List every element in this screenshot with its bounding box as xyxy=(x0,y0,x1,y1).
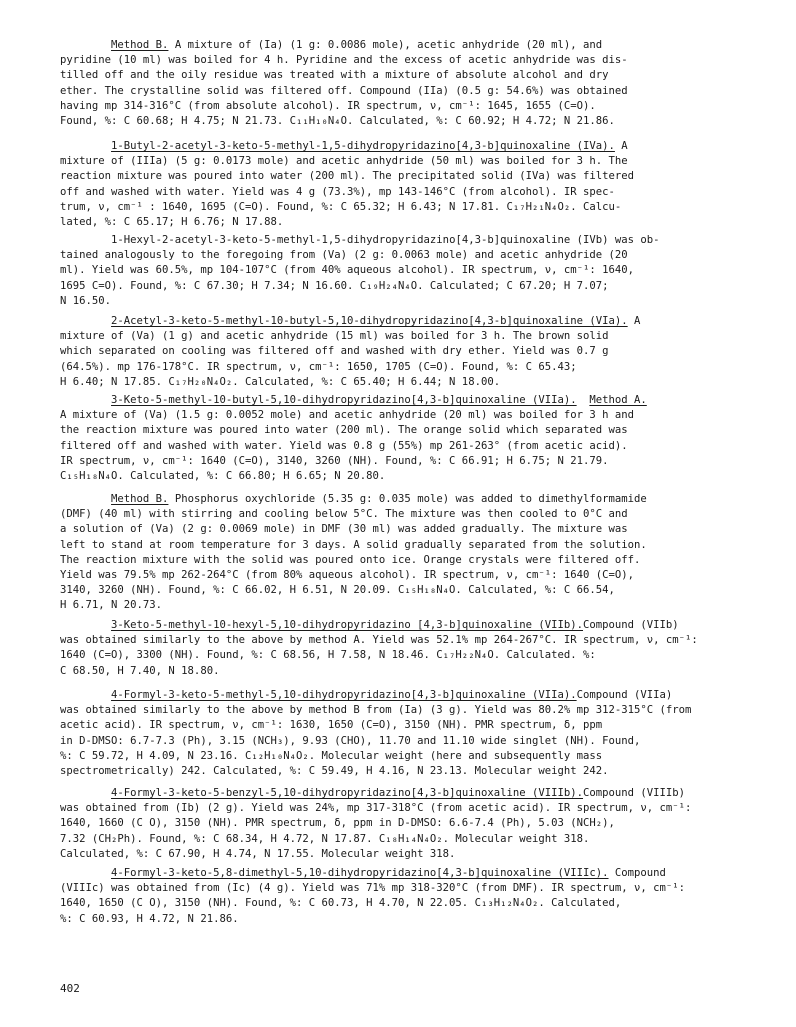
text-line: Found, %: C 60.68; H 4.75; N 21.73. C₁₁H₁₀N₄O. Calculated, %: C 60.92; H 4.72; N 21.86. xyxy=(60,115,615,128)
text-line: Calculated, %: C 67.90, H 4.74, N 17.55. Molecular weight 318. xyxy=(60,847,456,860)
text-line xyxy=(60,393,760,408)
text-line: C₁₅H₁₈N₄O. Calculated, %: C 66.80; H 6.65; N 20.80. xyxy=(60,470,386,483)
text-line: IR spectrum, ν, cm⁻¹: 1640 (C=O), 3140, 3260 (NH). Found, %: C 66.91; H 6.75; N 21.79. xyxy=(60,454,609,467)
text-line: off and washed with water. Yield was 4 g (73.3%), mp 143-146°C (from alcohol). IR spec- xyxy=(60,185,615,198)
text-line: 4-Formyl-3-keto-5,8-dimethyl-5,10-dihydropyridazino[4,3-b]quinoxaline (VIIIc). Compound xyxy=(111,867,666,879)
text-line: which separated on cooling was filtered off and washed with dry ether. Yield was 0.7 g xyxy=(60,345,609,358)
section-heading: 1-Butyl-2-acetyl-3-keto-5-methyl-1,5-dihydropyridazino[4,3-b]quinoxaline (IVa). xyxy=(111,140,615,152)
text-line: C 68.50, H 7.40, N 18.80. xyxy=(60,664,220,677)
text-line: H 6.71, N 20.73. xyxy=(60,599,163,612)
text-line: 3-Keto-5-methyl-10-hexyl-5,10-dihydropyridazino [4,3-b]quinoxaline (VIIb).Compound (VIIb) xyxy=(111,619,679,631)
section-heading: 3-Keto-5-methyl-10-butyl-5,10-dihydropyridazino[4,3-b]quinoxaline (VIIa). xyxy=(111,394,577,406)
text-line: trum, ν, cm⁻¹ : 1640, 1695 (C=O). Found, %: C 65.32; H 6.43; N 17.81. C₁₇H₂₁N₄O₂. Calcu- xyxy=(60,200,622,213)
text-line: (VIIIc) was obtained from (Ic) (4 g). Yield was 71% mp 318-320°C (from DMF). IR spectrum, ν, cm⁻¹: xyxy=(60,882,686,895)
section-heading: 4-Formyl-3-keto-5-methyl-5,10-dihydropyridazino[4,3-b]quinoxaline (VIIa). xyxy=(111,689,577,701)
text-line: %: C 59.72, H 4.09, N 23.16. C₁₂H₁₀N₄O₂. Molecular weight (here and subsequently mass xyxy=(60,749,603,762)
text-line: 1640 (C=O), 3300 (NH). Found, %: C 68.56, H 7.58, N 18.46. C₁₇H₂₂N₄O. Calculated. %: xyxy=(60,649,596,662)
section-heading: 3-Keto-5-methyl-10-hexyl-5,10-dihydropyridazino [4,3-b]quinoxaline (VIIb). xyxy=(111,619,584,631)
paragraph-method-b-iia xyxy=(60,38,760,129)
text-line: left to stand at room temperature for 3 days. A solid gradually separated from the solution. xyxy=(60,538,647,551)
text-line: tilled off and the oily residue was treated with a mixture of absolute alcohol and dry xyxy=(60,69,609,82)
section-heading: Method B. xyxy=(111,493,169,505)
page-number: 402 xyxy=(60,982,80,995)
paragraph-viiic xyxy=(60,866,760,927)
text-line: 2-Acetyl-3-keto-5-methyl-10-butyl-5,10-dihydropyridazino[4,3-b]quinoxaline (VIa). A xyxy=(111,315,641,327)
text-line: 4-Formyl-3-keto-5-benzyl-5,10-dihydropyridazino[4,3-b]quinoxaline (VIIIb).Compound (VIIIb) xyxy=(111,787,686,799)
text-line: A mixture of (Va) (1.5 g: 0.0052 mole) and acetic anhydride (20 ml) was boiled for 3 h and xyxy=(60,409,635,422)
paragraph-viia-method-b xyxy=(60,492,760,614)
text-line: in D-DMSO: 6.7-7.3 (Ph), 3.15 (NCH₃), 9.93 (CHO), 11.70 and 11.10 wide singlet (NH). Found, xyxy=(60,734,641,747)
text-line: 1695 C=O). Found, %: C 67.30; H 7.34; N 16.60. C₁₉H₂₄N₄O. Calculated; C 67.20; H 7.07; xyxy=(60,279,609,292)
text-line: Method B. A mixture of (Ia) (1 g: 0.0086 mole), acetic anhydride (20 ml), and xyxy=(111,39,603,51)
paragraph-formyl-viia xyxy=(60,688,760,779)
text-line: lated, %: C 65.17; H 6.76; N 17.88. xyxy=(60,216,284,229)
text-line: 4-Formyl-3-keto-5-methyl-5,10-dihydropyridazino[4,3-b]quinoxaline (VIIa).Compound (VIIa) xyxy=(111,689,673,701)
text-line: was obtained similarly to the above by method B from (Ia) (3 g). Yield was 80.2% mp 312-315°C (from xyxy=(60,704,692,717)
text-line: Yield was 79.5% mp 262-264°C (from 80% aqueous alcohol). IR spectrum, ν, cm⁻¹: 1640 (C=O), xyxy=(60,569,635,582)
paragraph-ivb xyxy=(60,233,760,309)
paragraph-iva xyxy=(60,139,760,230)
text-line: ml). Yield was 60.5%, mp 104-107°C (from 40% aqueous alcohol). IR spectrum, ν, cm⁻¹: 1640, xyxy=(60,264,635,277)
text-line: N 16.50. xyxy=(60,294,112,307)
text-line: (64.5%). mp 176-178°C. IR spectrum, ν, cm⁻¹: 1650, 1705 (C=O). Found, %: C 65.43; xyxy=(60,360,577,373)
text-line: Method B. Phosphorus oxychloride (5.35 g: 0.035 mole) was added to dimethylformamide xyxy=(111,493,647,505)
text-line: pyridine (10 ml) was boiled for 4 h. Pyridine and the excess of acetic anhydride was dis- xyxy=(60,54,628,67)
paragraph-via xyxy=(60,314,760,390)
text-line: mixture of (IIIa) (5 g: 0.0173 mole) and acetic anhydride (50 ml) was boiled for 3 h. The xyxy=(60,155,628,168)
text-line: having mp 314-316°C (from absolute alcohol). IR spectrum, ν, cm⁻¹: 1645, 1655 (C=O). xyxy=(60,99,596,112)
section-heading: Method B. xyxy=(111,39,169,51)
text-line: %: C 60.93, H 4.72, N 21.86. xyxy=(60,912,239,925)
text-line: was obtained from (Ib) (2 g). Yield was 24%, mp 317-318°C (from acetic acid). IR spectrum, ν, cm⁻¹: xyxy=(60,802,692,815)
text-line: H 6.40; N 17.85. C₁₇H₂₀N₄O₂. Calculated, %: C 65.40; H 6.44; N 18.00. xyxy=(60,375,501,388)
paragraph-viia-method-a xyxy=(60,393,760,484)
text-line: 1-Hexyl-2-acetyl-3-keto-5-methyl-1,5-dihydropyridazino[4,3-b]quinoxaline (IVb) was ob- xyxy=(111,234,660,246)
text-line: spectrometrically) 242. Calculated, %: C 59.49, H 4.16, N 23.13. Molecular weight 242. xyxy=(60,765,609,778)
text-line: a solution of (Va) (2 g: 0.0069 mole) in DMF (30 ml) was added gradually. The mixture was xyxy=(60,523,628,536)
paragraph-viiib xyxy=(60,786,760,862)
text-line: 1640, 1660 (C O), 3150 (NH). PMR spectrum, δ, ppm in D-DMSO: 6.6-7.4 (Ph), 5.03 (NCH₂), xyxy=(60,817,615,830)
section-heading: 4-Formyl-3-keto-5-benzyl-5,10-dihydropyridazino[4,3-b]quinoxaline (VIIIb). xyxy=(111,787,584,799)
section-heading: 2-Acetyl-3-keto-5-methyl-10-butyl-5,10-dihydropyridazino[4,3-b]quinoxaline (VIa). xyxy=(111,315,628,327)
text-line: (DMF) (40 ml) with stirring and cooling below 5°C. The mixture was then cooled to 0°C and xyxy=(60,508,628,521)
text-line: The reaction mixture with the solid was poured onto ice. Orange crystals were filtered off. xyxy=(60,553,641,566)
text-line: the reaction mixture was poured into water (200 ml). The orange solid which separated was xyxy=(60,424,628,437)
text-line: 1-Butyl-2-acetyl-3-keto-5-methyl-1,5-dihydropyridazino[4,3-b]quinoxaline (IVa). A xyxy=(111,140,628,152)
text-line: filtered off and washed with water. Yield was 0.8 g (55%) mp 261-263° (from acetic acid). xyxy=(60,439,628,452)
paragraph-viib xyxy=(60,618,760,679)
text-line: tained analogously to the foregoing from (Va) (2 g: 0.0063 mole) and acetic anhydride (20 xyxy=(60,249,628,262)
text-line: reaction mixture was poured into water (200 ml). The precipitated solid (IVa) was filtered xyxy=(60,170,635,183)
text-line: 3140, 3260 (NH). Found, %: C 66.02, H 6.51, N 20.09. C₁₅H₁₈N₄O. Calculated, %: C 66.54, xyxy=(60,584,615,597)
text-line: was obtained similarly to the above by method A. Yield was 52.1% mp 264-267°C. IR spectrum, ν, cm⁻¹: xyxy=(60,634,698,647)
text-line: ether. The crystalline solid was filtered off. Compound (IIa) (0.5 g: 54.6%) was obtained xyxy=(60,84,628,97)
text-line: 1640, 1650 (C O), 3150 (NH). Found, %: C 60.73, H 4.70, N 22.05. C₁₃H₁₂N₄O₂. Calculated, xyxy=(60,897,622,910)
text-line: acetic acid). IR spectrum, ν, cm⁻¹: 1630, 1650 (C=O), 3150 (NH). PMR spectrum, δ, ppm xyxy=(60,719,603,732)
method-label: Method A. xyxy=(589,394,647,406)
section-heading: 4-Formyl-3-keto-5,8-dimethyl-5,10-dihydropyridazino[4,3-b]quinoxaline (VIIIc). xyxy=(111,867,609,879)
text-line: mixture of (Va) (1 g) and acetic anhydride (15 ml) was boiled for 3 h. The brown solid xyxy=(60,330,609,343)
text-line: 7.32 (CH₂Ph). Found, %: C 68.34, H 4.72, N 17.87. C₁₈H₁₄N₄O₂. Molecular weight 318. xyxy=(60,832,590,845)
